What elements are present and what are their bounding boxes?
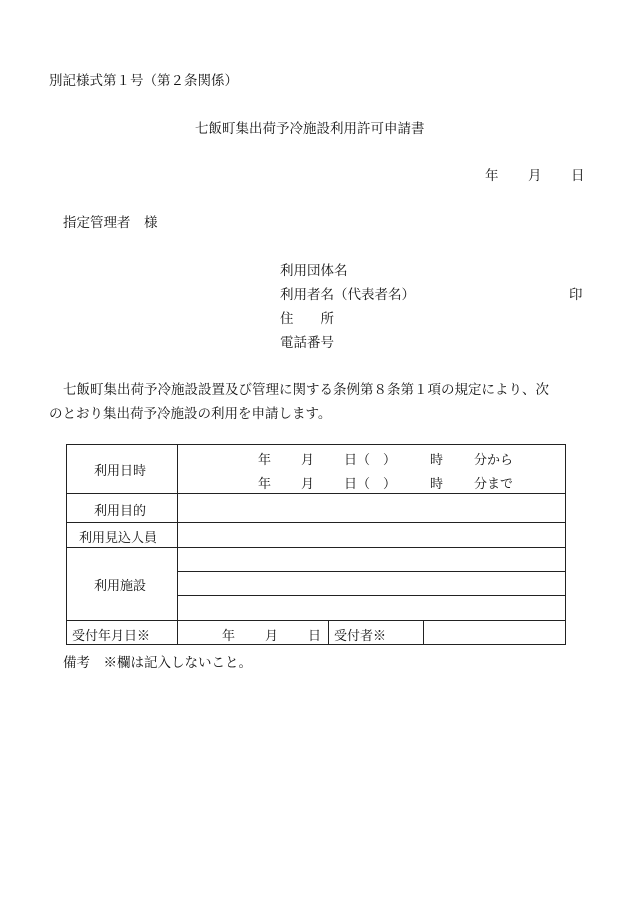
headcount-label: 利用見込人員 (79, 531, 158, 546)
row-divider (177, 595, 566, 596)
to-hour: 時 (430, 477, 444, 492)
received-month: 月 (265, 629, 279, 644)
from-hour: 時 (430, 453, 444, 468)
received-year: 年 (222, 629, 236, 644)
table-border-top (66, 444, 566, 445)
user-name-label: 利用者名（代表者名） (280, 287, 415, 303)
from-minute: 分から (474, 453, 514, 468)
row-divider (66, 493, 566, 494)
row-divider (177, 571, 566, 572)
from-month: 月 (301, 453, 315, 468)
to-year: 年 (258, 477, 272, 492)
table-border-left (66, 444, 67, 645)
receiver-divider (423, 620, 424, 645)
from-year: 年 (258, 453, 272, 468)
page-title: 七飯町集出荷予冷施設利用許可申請書 (195, 121, 425, 137)
body-line-2: のとおり集出荷予冷施設の利用を申請します。 (49, 406, 332, 422)
date-day: 日 (571, 168, 585, 184)
to-minute: 分まで (474, 477, 514, 492)
table-border-bottom (66, 644, 566, 645)
to-day: 日（ ） (344, 477, 397, 492)
form-number: 別記様式第１号（第２条関係） (49, 73, 238, 89)
phone-label: 電話番号 (280, 335, 334, 351)
to-month: 月 (301, 477, 315, 492)
receiver-label: 受付者※ (334, 629, 387, 644)
note: 備考 ※欄は記入しないこと。 (63, 655, 252, 671)
purpose-label: 利用目的 (94, 504, 147, 519)
received-day: 日 (308, 629, 322, 644)
received-date-label: 受付年月日※ (72, 629, 151, 644)
table-border-right (565, 444, 566, 645)
seal-mark: 印 (569, 287, 583, 303)
date-month: 月 (528, 168, 542, 184)
row-divider (66, 547, 566, 548)
addressee: 指定管理者 様 (63, 215, 158, 231)
received-date-end-divider (328, 620, 329, 645)
date-year: 年 (485, 168, 499, 184)
application-table (66, 444, 566, 645)
row-divider (66, 620, 566, 621)
from-day: 日（ ） (344, 453, 397, 468)
facility-label: 利用施設 (94, 579, 147, 594)
group-name-label: 利用団体名 (280, 263, 348, 279)
label-column-divider (177, 444, 178, 620)
datetime-label: 利用日時 (94, 464, 147, 479)
body-line-1: 七飯町集出荷予冷施設設置及び管理に関する条例第８条第１項の規定により、次 (63, 382, 549, 398)
row-divider (66, 522, 566, 523)
address-label: 住 所 (280, 311, 334, 327)
received-date-divider (177, 620, 178, 645)
